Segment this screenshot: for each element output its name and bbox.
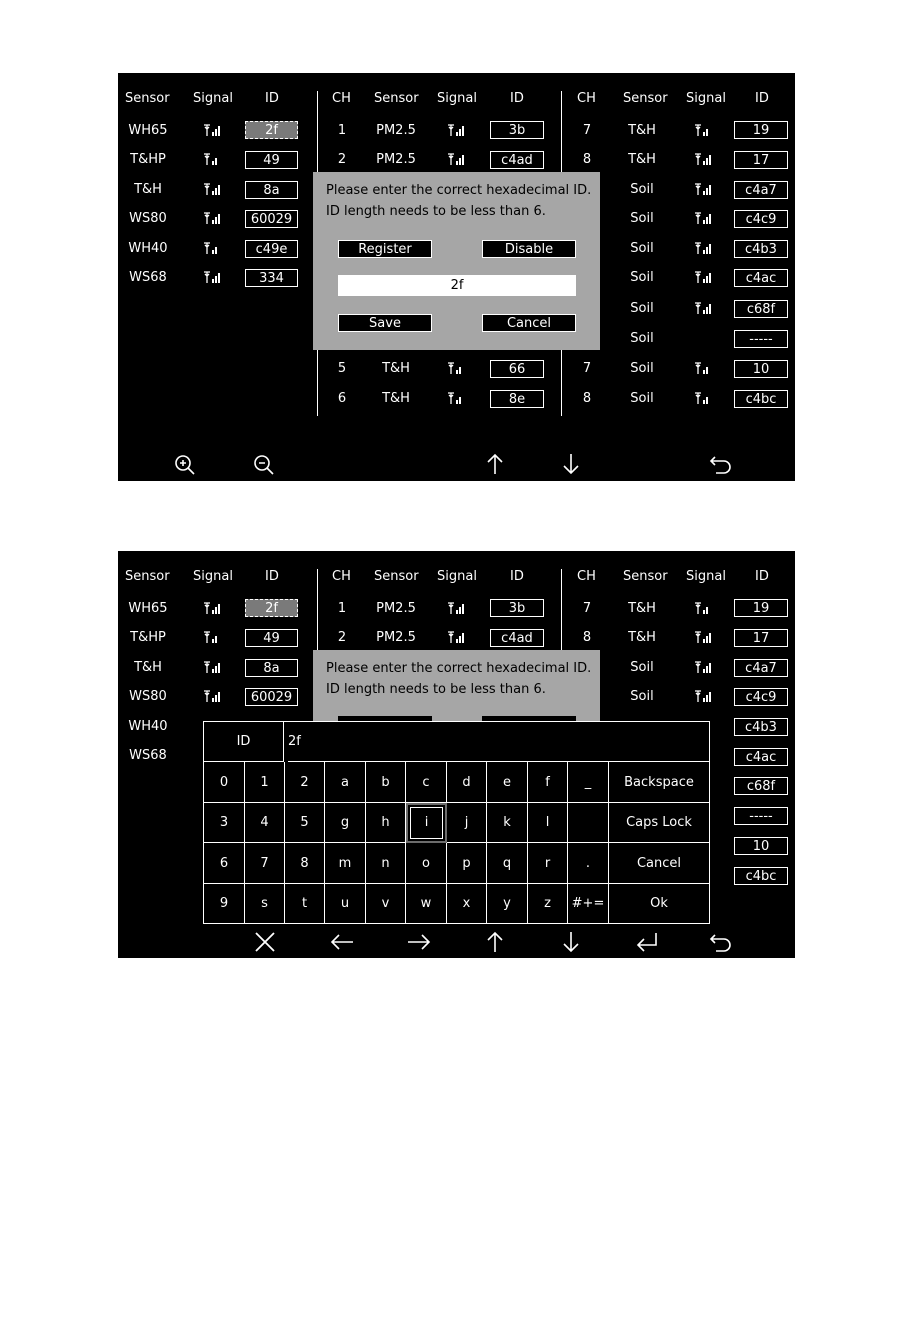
ok-key[interactable]: Ok (650, 896, 668, 911)
zoom-in-icon[interactable] (174, 454, 196, 476)
signal-strength-icon (695, 362, 713, 374)
header-sensor: Sensor (374, 569, 419, 584)
keyboard-id-value[interactable]: 2f (288, 722, 709, 762)
id-field[interactable]: 17 (734, 629, 788, 647)
sensor-name: WH65 (128, 123, 168, 138)
sensor-name: T&H (628, 152, 656, 167)
key-w[interactable]: w (406, 884, 447, 923)
header-id: ID (510, 569, 524, 584)
signal-strength-icon (204, 690, 222, 702)
arrow-up-icon[interactable] (485, 931, 505, 953)
key-o[interactable]: o (406, 843, 447, 884)
arrow-down-icon[interactable] (561, 453, 581, 475)
channel-number: 7 (582, 601, 592, 616)
sensor-name: PM2.5 (376, 630, 416, 645)
signal-strength-icon (695, 690, 713, 702)
sensor-name: Soil (630, 391, 654, 406)
key-y[interactable]: y (487, 884, 528, 923)
channel-number: 8 (582, 391, 592, 406)
key-r[interactable]: r (528, 843, 568, 884)
key-0[interactable]: 0 (204, 762, 245, 803)
id-field[interactable]: 334 (245, 269, 298, 287)
id-input[interactable]: 2f (338, 275, 576, 296)
sensor-name: T&HP (130, 630, 166, 645)
channel-number: 2 (337, 630, 347, 645)
id-field[interactable]: c4ad (490, 629, 544, 647)
id-field[interactable]: c68f (734, 777, 788, 795)
signal-strength-icon (204, 631, 222, 643)
sensor-name: Soil (630, 241, 654, 256)
back-icon[interactable] (709, 931, 733, 953)
id-field[interactable]: ----- (734, 807, 788, 825)
header-ch: CH (577, 569, 596, 584)
id-field[interactable]: c4a7 (734, 659, 788, 677)
key-a[interactable]: a (325, 762, 366, 803)
signal-strength-icon (204, 212, 222, 224)
signal-strength-icon (695, 153, 713, 165)
id-field[interactable]: 49 (245, 151, 298, 169)
key-f[interactable]: f (528, 762, 568, 803)
channel-number: 1 (337, 123, 347, 138)
header-ch: CH (332, 91, 351, 106)
key-9[interactable]: 9 (204, 884, 245, 923)
close-icon[interactable] (254, 931, 276, 953)
sensor-name: T&H (628, 630, 656, 645)
key-v[interactable]: v (366, 884, 406, 923)
sensor-name: WH40 (128, 241, 168, 256)
channel-number: 5 (337, 361, 347, 376)
key-u[interactable]: u (325, 884, 366, 923)
id-field[interactable]: c4b3 (734, 240, 788, 258)
sensor-name: T&H (382, 391, 410, 406)
id-field[interactable]: 10 (734, 360, 788, 378)
signal-strength-icon (204, 153, 222, 165)
sensor-name: T&H (134, 182, 162, 197)
arrow-down-icon[interactable] (561, 931, 581, 953)
dialog-message-line1: Please enter the correct hexadecimal ID. (326, 661, 592, 676)
key-underscore[interactable]: _ (568, 762, 609, 803)
id-field[interactable]: 8e (490, 390, 544, 408)
header-sensor: Sensor (623, 91, 668, 106)
signal-strength-icon (695, 631, 713, 643)
key-m[interactable]: m (325, 843, 366, 884)
channel-number: 6 (337, 391, 347, 406)
header-signal: Signal (437, 91, 477, 106)
signal-strength-icon (204, 183, 222, 195)
key-i-selected[interactable]: i (406, 803, 447, 843)
id-field[interactable]: 19 (734, 121, 788, 139)
key-2[interactable]: 2 (285, 762, 325, 803)
sensor-name: Soil (630, 689, 654, 704)
signal-strength-icon (695, 183, 713, 195)
header-id: ID (510, 91, 524, 106)
register-id-dialog (313, 650, 600, 730)
signal-strength-icon (448, 631, 466, 643)
channel-number: 7 (582, 123, 592, 138)
key-k[interactable]: k (487, 803, 528, 843)
dialog-message-line2: ID length needs to be less than 6. (326, 682, 546, 697)
header-ch: CH (577, 91, 596, 106)
id-field[interactable]: 8a (245, 181, 298, 199)
signal-strength-icon (204, 661, 222, 673)
header-sensor: Sensor (125, 91, 170, 106)
key-4[interactable]: 4 (245, 803, 285, 843)
key-l[interactable]: l (528, 803, 568, 843)
id-field[interactable]: 60029 (245, 688, 298, 706)
sensor-name: Soil (630, 270, 654, 285)
id-field[interactable]: 17 (734, 151, 788, 169)
signal-strength-icon (695, 302, 713, 314)
key-g[interactable]: g (325, 803, 366, 843)
id-field[interactable]: 3b (490, 599, 544, 617)
key-b[interactable]: b (366, 762, 406, 803)
key-d[interactable]: d (447, 762, 487, 803)
sensor-name: T&H (382, 361, 410, 376)
key-6[interactable]: 6 (204, 843, 245, 884)
key-1[interactable]: 1 (245, 762, 285, 803)
register-button[interactable]: Register (338, 240, 432, 258)
header-signal: Signal (437, 569, 477, 584)
header-sensor: Sensor (623, 569, 668, 584)
key-period[interactable]: . (568, 843, 609, 884)
arrow-right-icon[interactable] (407, 932, 431, 952)
sensor-id-screen-keyboard (118, 551, 795, 958)
sensor-name: T&H (628, 601, 656, 616)
caps-lock-key[interactable]: Caps Lock (609, 803, 709, 843)
id-field[interactable]: c49e (245, 240, 298, 258)
signal-strength-icon (695, 602, 713, 614)
key-z[interactable]: z (528, 884, 568, 923)
header-signal: Signal (686, 91, 726, 106)
id-field[interactable]: 60029 (245, 210, 298, 228)
sensor-name: Soil (630, 660, 654, 675)
channel-number: 7 (582, 361, 592, 376)
header-signal: Signal (193, 91, 233, 106)
signal-strength-icon (204, 602, 222, 614)
id-field[interactable]: c4a7 (734, 181, 788, 199)
key-3[interactable]: 3 (204, 803, 245, 843)
channel-number: 8 (582, 152, 592, 167)
keyboard-cancel-key[interactable]: Cancel (609, 843, 709, 884)
sensor-name: T&H (134, 660, 162, 675)
symbols-key[interactable]: #+= (568, 884, 609, 923)
id-field[interactable]: c4c9 (734, 688, 788, 706)
header-sensor: Sensor (125, 569, 170, 584)
signal-strength-icon (695, 242, 713, 254)
dialog-message-line1: Please enter the correct hexadecimal ID. (326, 183, 592, 198)
sensor-name: PM2.5 (376, 152, 416, 167)
id-field[interactable]: c4ac (734, 748, 788, 766)
keyboard-id-label: ID (204, 722, 284, 762)
signal-strength-icon (695, 392, 713, 404)
arrow-up-icon[interactable] (485, 453, 505, 475)
key-c[interactable]: c (406, 762, 447, 803)
id-field[interactable]: c4bc (734, 867, 788, 885)
key-p[interactable]: p (447, 843, 487, 884)
signal-strength-icon (448, 124, 466, 136)
sensor-name: WH40 (128, 719, 168, 734)
cancel-button[interactable]: Cancel (482, 314, 576, 332)
id-field[interactable]: 19 (734, 599, 788, 617)
header-signal: Signal (686, 569, 726, 584)
header-id: ID (265, 569, 279, 584)
id-field[interactable]: 66 (490, 360, 544, 378)
id-field[interactable]: ----- (734, 330, 788, 348)
key-t[interactable]: t (285, 884, 325, 923)
key-s[interactable]: s (245, 884, 285, 923)
id-field[interactable]: 8a (245, 659, 298, 677)
signal-strength-icon (448, 602, 466, 614)
sensor-name: WH65 (128, 601, 168, 616)
sensor-name: Soil (630, 182, 654, 197)
disable-button[interactable]: Disable (482, 240, 576, 258)
header-id: ID (755, 91, 769, 106)
backspace-key[interactable]: Backspace (609, 762, 709, 803)
sensor-name: Soil (630, 211, 654, 226)
id-field[interactable]: 3b (490, 121, 544, 139)
sensor-name: WS68 (129, 748, 167, 763)
sensor-name: PM2.5 (376, 123, 416, 138)
sensor-name: WS68 (129, 270, 167, 285)
key-n[interactable]: n (366, 843, 406, 884)
sensor-name: WS80 (129, 689, 167, 704)
id-field-selected[interactable]: 2f (245, 599, 298, 617)
enter-icon[interactable] (635, 931, 659, 953)
channel-number: 2 (337, 152, 347, 167)
id-field[interactable]: c68f (734, 300, 788, 318)
id-field[interactable]: c4c9 (734, 210, 788, 228)
back-icon[interactable] (709, 453, 733, 475)
id-field[interactable]: c4bc (734, 390, 788, 408)
zoom-out-icon[interactable] (253, 454, 275, 476)
signal-strength-icon (204, 124, 222, 136)
key-q[interactable]: q (487, 843, 528, 884)
sensor-name: PM2.5 (376, 601, 416, 616)
header-id: ID (265, 91, 279, 106)
id-field[interactable]: 49 (245, 629, 298, 647)
dialog-message-line2: ID length needs to be less than 6. (326, 204, 546, 219)
id-field[interactable]: c4ad (490, 151, 544, 169)
sensor-id-screen-register-dialog (118, 73, 795, 481)
key-8[interactable]: 8 (285, 843, 325, 884)
register-id-dialog (313, 172, 600, 350)
key-5[interactable]: 5 (285, 803, 325, 843)
key-blank[interactable] (568, 803, 609, 843)
header-id: ID (755, 569, 769, 584)
sensor-name: Soil (630, 331, 654, 346)
channel-number: 1 (337, 601, 347, 616)
sensor-name: T&HP (130, 152, 166, 167)
arrow-left-icon[interactable] (330, 932, 354, 952)
signal-strength-icon (695, 271, 713, 283)
header-sensor: Sensor (374, 91, 419, 106)
key-7[interactable]: 7 (245, 843, 285, 884)
signal-strength-icon (204, 271, 222, 283)
key-h[interactable]: h (366, 803, 406, 843)
sensor-name: Soil (630, 361, 654, 376)
signal-strength-icon (448, 153, 466, 165)
header-signal: Signal (193, 569, 233, 584)
id-field-selected[interactable]: 2f (245, 121, 298, 139)
channel-number: 8 (582, 630, 592, 645)
key-e[interactable]: e (487, 762, 528, 803)
signal-strength-icon (695, 212, 713, 224)
signal-strength-icon (204, 242, 222, 254)
id-field[interactable]: c4b3 (734, 718, 788, 736)
signal-strength-icon (448, 362, 466, 374)
key-j[interactable]: j (447, 803, 487, 843)
header-ch: CH (332, 569, 351, 584)
id-field[interactable]: 10 (734, 837, 788, 855)
sensor-name: T&H (628, 123, 656, 138)
id-field[interactable]: c4ac (734, 269, 788, 287)
on-screen-keyboard (203, 721, 710, 924)
save-button[interactable]: Save (338, 314, 432, 332)
signal-strength-icon (695, 661, 713, 673)
signal-strength-icon (448, 392, 466, 404)
sensor-name: WS80 (129, 211, 167, 226)
sensor-name: Soil (630, 301, 654, 316)
key-x[interactable]: x (447, 884, 487, 923)
signal-strength-icon (695, 124, 713, 136)
